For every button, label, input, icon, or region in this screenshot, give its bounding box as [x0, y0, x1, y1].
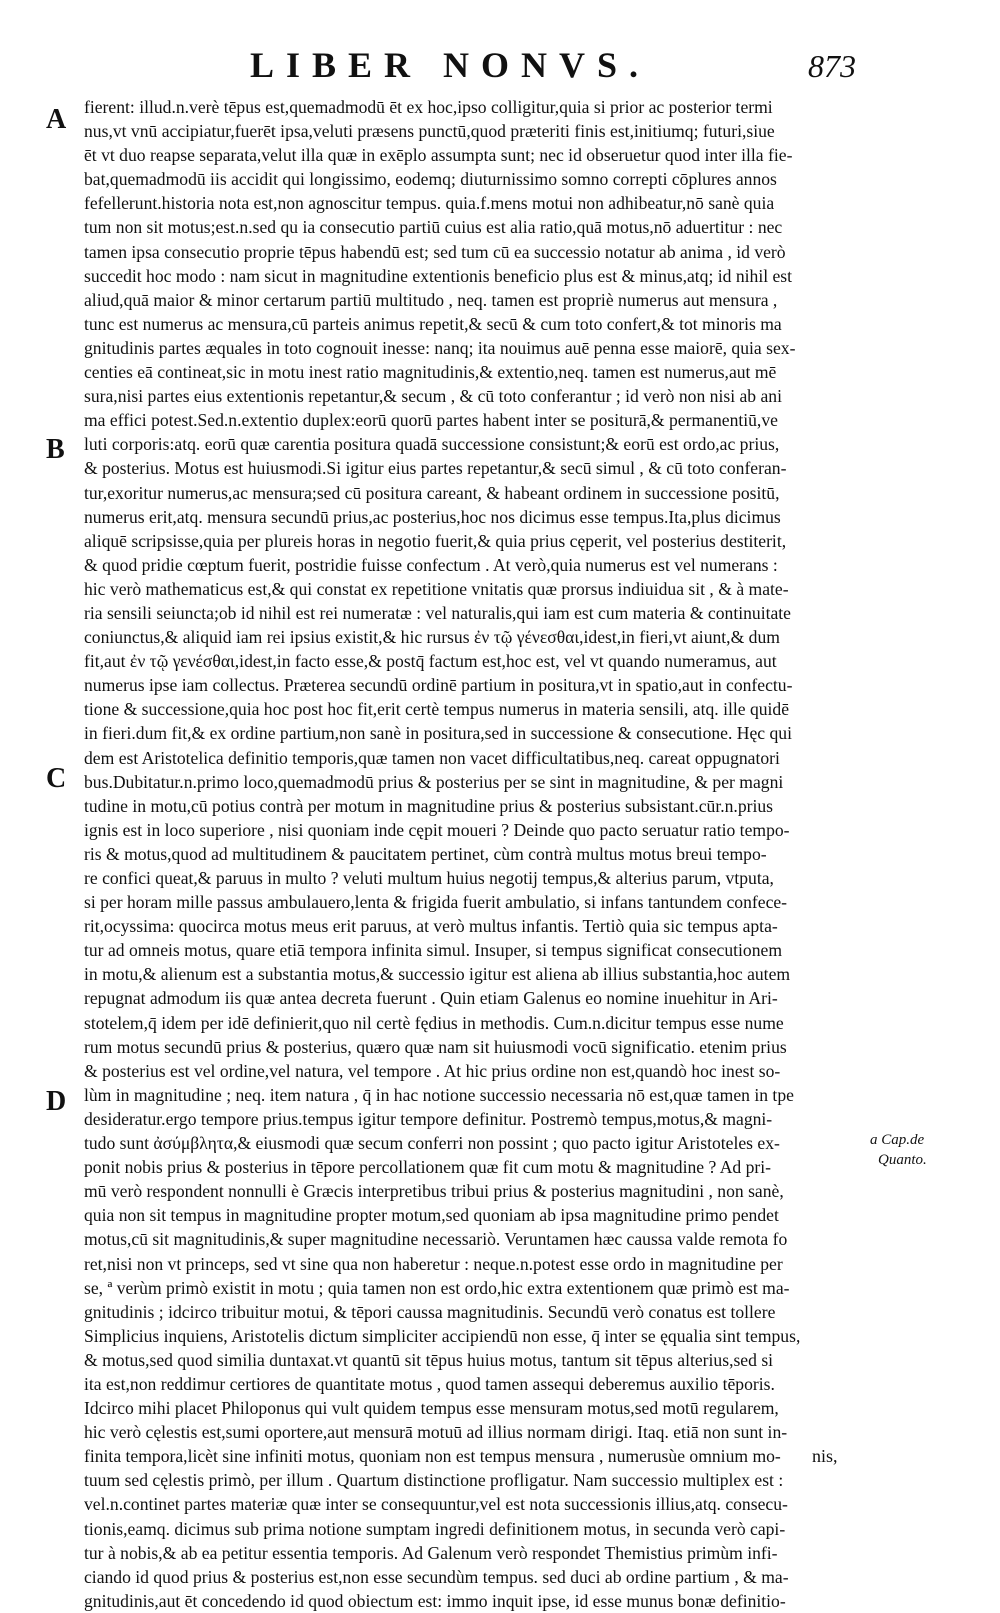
text-line: re confici queat,& paruus in multo ? veluti multum huius negotij tempus,& alterius parum, vtputa, [84, 868, 774, 888]
text-line: rum motus secundū prius & posterius, quæro quæ nam sit huiusmodi vocū significatio. etenim prius [84, 1036, 787, 1057]
text-line: tur,exoritur numerus,ac mensura;sed cū positura careant, & habeant ordinem in successione positū, [84, 482, 780, 503]
text-line: numerus ipse iam collectus. Præterea secundū ordinē partium in positura,vt in spatio,aut in confectu- [84, 675, 793, 696]
text-line: tur ad omneis motus, quare etiā tempora infinita simul. Insuper, si tempus significat consecutionem [84, 940, 783, 961]
text-line: coniunctus,& aliquid iam rei ipsius existit,& hic rursus ἐν τῷ γένεσθαι,idest,in fieri,vt aiunt,& dum [84, 627, 780, 648]
text-line: tudine in motu,cū potius contrà per motum in magnitudine prius & posterius subsistant.cūr.n.prius [84, 795, 774, 816]
text-line: tamen ipsa consecutio proprie tēpus habendū est; sed tum cū ea successio notatur ab anima , id verò [84, 241, 786, 262]
margin-note [870, 1130, 927, 1170]
section-letter-b: B [46, 434, 65, 465]
text-line: & quod pridie cœptum fuerit, postridie fuisse confectum . At verò,quia numerus est vel numerans : [84, 554, 778, 575]
text-line: in motu,& alienum est a substantia motus,& successio igitur est aliena ab illius substantia,hoc autem [84, 964, 791, 985]
text-line: in fieri.dum fit,& ex ordine partium,non sanè in positura,sed in successione & consecutione. Hęc qui [84, 723, 792, 744]
text-line: motus,cū sit magnitudinis,& super magnitudine necessariò. Veruntamen hæc caussa valde remota fo [84, 1229, 788, 1250]
section-letter-c: C [46, 763, 67, 794]
text-line: fit,aut ἐν τῷ γενέσθαι,idest,in facto esse,& postq̄ factum est,hoc est, vel vt quando numeramus, aut [84, 651, 777, 672]
section-letter-d: D [46, 1086, 67, 1117]
text-line: centies eā contineat,sic in motu inest ratio magnitudinis,& extentio,neq. tamen est numerus,aut mē [84, 362, 777, 383]
margin-note-line-2: Quanto. [878, 1152, 927, 1168]
text-line: gnitudinis partes æquales in toto cognouit inesse: nanq; ita nouimus auē penna esse maiorē, quia sex- [84, 337, 796, 358]
text-line: bus.Dubitatur.n.primo loco,quemadmodū prius & posterius per se sint in magnitudine, & per magni [84, 771, 784, 792]
text-line: ret,nisi non vt princeps, sed vt sine qua non haberetur : neque.n.potest esse ordo in magnitudine per [84, 1253, 783, 1274]
text-line: & motus,sed quod similia duntaxat.vt quantū sit tēpus huius motus, tantum sit tēpus alterius,sed si [84, 1349, 774, 1370]
text-line: sura,nisi partes eius extentionis repetantur,& secum , & cū toto conferantur ; id verò non nisi ab ani [84, 386, 782, 407]
text-line: ria sensili seiuncta;ob id nihil est rei numeratæ : vel naturalis,qui iam est cum materia & continuitate [84, 602, 791, 623]
text-line: lùm in magnitudine ; neq. item natura , q̄ in hac notione successio necessaria nō est,quæ tamen in tpe [84, 1084, 794, 1105]
text-line: tur à nobis,& ab ea petitur essentia temporis. Ad Galenum verò respondet Themistius primùm infi- [84, 1542, 778, 1563]
text-line: nus,vt vnū accipiatur,fuerēt ipsa,veluti præsens punctū,quod præteriti finis est,initiumq; futuri,siue [84, 121, 775, 142]
text-line: gnitudinis,aut ēt concedendo id quod obiectum est: immo inquit ipse, id esse munus bonæ definitio- [84, 1590, 786, 1611]
text-line: hic verò mathematicus est,& qui constat ex repetitione vnitatis quæ prorsus indiuidua sit , & à mate- [84, 578, 789, 599]
margin-note-line-1: Cap.de [881, 1132, 925, 1148]
text-line: repugnat admodum iis quæ antea decreta fuerunt . Quin etiam Galenus eo nomine inuehitur in Ari- [84, 988, 778, 1009]
text-line: tunc est numerus ac mensura,cū parteis animus repetit,& secū & cum toto confert,& tot minoris ma [84, 313, 782, 334]
text-line: bat,quemadmodū iis accidit qui longissimo, eodemq; diuturnissimo somno correpti cōplures annos [84, 169, 777, 190]
text-line: tuum sed cęlestis primò, per illum . Quartum distinctione profligatur. Nam successio multiplex est : [84, 1470, 784, 1491]
text-line: tudo sunt ἀσύμβλητα,& eiusmodi quæ secum conferri non possint ; quo pacto igitur Aristoteles ex- [84, 1133, 780, 1154]
text-line: si per horam mille passus ambulauero,lenta & frigida fuerit ambulatio, si infans tantundem confece- [84, 892, 788, 913]
text-line: rit,ocyssima: quocirca motus meus erit paruus, at verò multus infantis. Tertiò quia sic tempus apta- [84, 916, 778, 937]
margin-note-marker: a [870, 1132, 878, 1148]
text-line: ma effici potest.Sed.n.extentio duplex:eorū quorū partes habent inter se positurā,& permanentiū,ve [84, 410, 778, 431]
text-line: ignis est in loco superiore , nisi quoniam inde cępit moueri ? Deinde quo pacto seruatur ratio tempo- [84, 819, 790, 840]
section-letter-a: A [46, 104, 67, 135]
text-line: se, ª verùm primò existit in motu ; quia tamen non est ordo,hic extra extentionem quæ primò est ma- [84, 1277, 790, 1298]
text-line: quia non sit tempus in magnitudine propter motum,sed quoniam ab ipsa magnitudine primo pendet [84, 1205, 779, 1226]
text-line: luti corporis:atq. eorū quæ carentia positura quadā successione consistunt;& eorū est ordo,ac prius, [84, 434, 780, 455]
text-line: mū verò respondent nonnulli è Græcis interpretibus tribui prius & posterius magnitudini , non sanè, [84, 1181, 784, 1202]
text-line: dem est Aristotelica definitio temporis,quæ tamen non vacet difficultatibus,neq. careat oppugnatori [84, 747, 780, 768]
text-line: Idcirco mihi placet Philoponus qui vult quidem tempus esse mensuram motus,sed motū regularem, [84, 1398, 779, 1419]
text-line: numerus erit,atq. mensura secundū prius,ac posterius,hoc nos dicimus esse tempus.Ita,plus dicimus [84, 506, 781, 527]
text-line: vel.n.continet partes materiæ quæ inter se consequuntur,vel est nota successionis illius,atq. consecu- [84, 1494, 788, 1515]
text-line: stotelem,q̄ idem per idē definierit,quo nil certè fędius in methodis. Cum.n.dicitur tempus esse nume [84, 1012, 784, 1033]
text-line: ciando id quod prius & posterius est,non esse secundùm tempus. sed duci ab ordine partium , & ma- [84, 1566, 789, 1587]
text-line: Simplicius inquiens, Aristotelis dictum simpliciter accipiendū non esse, q̄ inter se ęqualia sint tempus, [84, 1325, 801, 1346]
text-line: succedit hoc modo : nam sicut in magnitudine extentionis beneficio plus est & minus,atq; id nihil est [84, 265, 793, 286]
text-line: & posterius. Motus est huiusmodi.Si igitur eius partes repetantur,& secū simul , & cū toto conferan- [84, 458, 787, 479]
text-line: ēt vt duo reapse separata,velut illa quæ in exēplo assumpta sunt; nec id obseruetur quod inter illa fie- [84, 145, 793, 166]
text-line: ponit nobis prius & posterius in tēpore percollationem quæ fit cum motu & magnitudine ? Ad pri- [84, 1157, 772, 1178]
text-line: tum non sit motus;est.n.sed qu ia consecutio partiū cuius est alia ratio,quā motus,nō aduertitur : nec [84, 217, 783, 238]
text-line: aliud,quā maior & minor certarum partiū multitudo , neq. tamen est propriè numerus aut mensura , [84, 289, 778, 310]
body-text [84, 95, 866, 1613]
text-line: tione & successione,quia hoc post hoc fit,erit certè tempus numerus in materia sensili, atq. ille quidē [84, 699, 790, 720]
text-line: tionis,eamq. dicimus sub prima notione sumptam ingredi definitionem motus, in secunda verò capi- [84, 1518, 786, 1539]
text-line: aliquē scripsisse,quia per plureis horas in negotio fuerit,& quia prius cęperit, vel posterius destiterit, [84, 530, 787, 551]
text-line: finita tempora,licèt sine infiniti motus, quoniam non est tempus mensura , numerusùe omnium mo- [84, 1446, 781, 1467]
text-line: & posterius est vel ordine,vel natura, vel tempore . At hic prius ordine non est,quandò hoc inest so- [84, 1060, 781, 1081]
text-line: ita est,non reddimur certiores de quantitate motus , quod tamen assequi deberemus auxilio tēporis. [84, 1373, 775, 1394]
text-line: hic verò cęlestis est,sumi oportere,aut mensurā motuū ad illius normam dirigi. Itaq. etiā non sunt in- [84, 1422, 788, 1443]
catchword: nis, [812, 1446, 838, 1466]
text-line: gnitudinis ; idcirco tribuitur motui, & tēpori caussa magnitudinis. Secundū verò conatus est tollere [84, 1301, 776, 1322]
text-line: fierent: illud.n.verè tēpus est,quemadmodū ēt ex hoc,ipso colligitur,quia si prior ac posterior termi [84, 97, 773, 117]
page-number: 873 [808, 48, 856, 84]
text-line: fefellerunt.historia nota est,non agnoscitur tempus. quia.f.mens motui non adhibeatur,nō sanè quia [84, 193, 775, 214]
text-line: desideratur.ergo tempore prius.tempus igitur tempore definitur. Postremò tempus,motus,& magni- [84, 1108, 773, 1129]
text-line: ris & motus,quod ad multitudinem & paucitatem pertinet, cùm contrà multus motus breui tempo- [84, 843, 767, 864]
running-head: LIBER NONVS. [250, 45, 651, 85]
